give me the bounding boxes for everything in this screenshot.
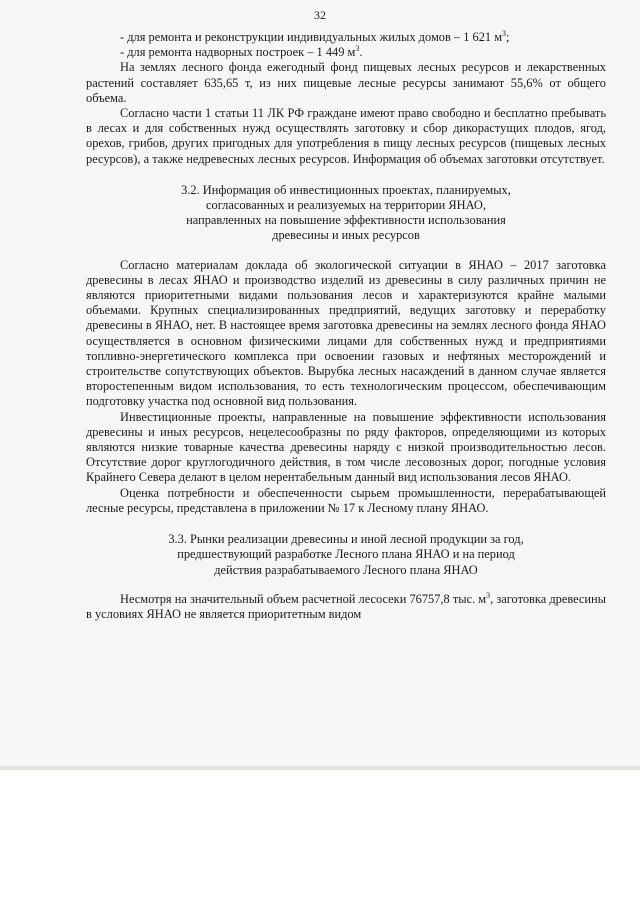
forest-code-paragraph: Согласно части 1 статьи 11 ЛК РФ граждане имеют право свободно и бесплатно пребывать в лесах и для собственных нужд осуществлять заготовку и сбор дикорастущих плодов, ягод, орехов, грибов, других пригодных для употребления в пищу лесных ресурсов (пищевых лесных ресурсов), а также недревесных лесных ресурсов. Информация об объемах заготовки отсутствует. xyxy=(86,106,606,166)
repair-outbuildings-bullet: - для ремонта надворных построек – 1 449 $м^3$. xyxy=(120,44,363,60)
page-number: 32 xyxy=(314,8,326,22)
ecology-report-paragraph: Согласно материалам доклада об экологической ситуации в ЯНАО – 2017 заготовка древесины в лесах ЯНАО и производство изделий из древесины в силу различных причин не являются приоритетными видами пользования лесов и характеризуются крайне малыми объемами. Крупных специализированных предприятий, ведущих заготовку и переработку древесины в ЯНАО, нет. В настоящее время заготовка древесины на землях лесного фонда ЯНАО осуществляется в основном физическими лицами для собственных нужд и предприятиями топливно-энергетического комплекса при освоении газовых и нефтяных месторождений и строительстве сопутствующих объектов. Вырубка лесных насаждений в данном случае является второстепенным видом использования, то есть технологическим процессом, обеспечивающим подготовку участка под основной вид пользования. xyxy=(86,257,606,409)
investment-projects-paragraph: Инвестиционные проекты, направленные на повышение эффективности использования древесины и иных ресурсов, нецелесообразны по ряду факторов, определяющими из которых являются низкие товарные качества древесины наряду с низкой производительностью лесов. Отсутствие дорог круглогодичного действия, в том числе лесовозных дорог, погодные условия Крайнего Севера делают в целом нерентабельным данный вид использования лесов ЯНАО. xyxy=(86,409,606,485)
food-resources-paragraph: На землях лесного фонда ежегодный фонд пищевых лесных ресурсов и лекарственных растений составляет 635,65 т, из них пищевые лесные ресурсы занимают 55,6% от общего объема. xyxy=(86,60,606,105)
allowable-cut-paragraph: Несмотря на значительный объем расчетной лесосеки 76757,8 тыс. $м^3$, заготовка древесины в условиях ЯНАО не является приоритетным видом xyxy=(86,590,606,621)
raw-material-assessment-paragraph: Оценка потребности и обеспеченности сырьем промышленности, перерабатывающей лесные ресурсы, представлена в приложении № 17 к Лесному плану ЯНАО. xyxy=(86,485,606,515)
repair-houses-bullet: - для ремонта и реконструкции индивидуальных жилых домов – 1 621 $м^3$; xyxy=(120,28,510,44)
page-bottom-edge xyxy=(0,766,640,770)
section-3-2-heading: 3.2. Информация об инвестиционных проектах, планируемых, согласованных и реализуемых на территории ЯНАО, направленных на повышение эффективности использования древесины и иных ресурсов xyxy=(181,182,511,243)
page-body xyxy=(86,30,606,622)
section-3-3-heading: 3.3. Рынки реализации древесины и иной лесной продукции за год, предшествующий разработке Лесного плана ЯНАО и на период действия разрабатываемого Лесного плана ЯНАО xyxy=(168,532,524,577)
